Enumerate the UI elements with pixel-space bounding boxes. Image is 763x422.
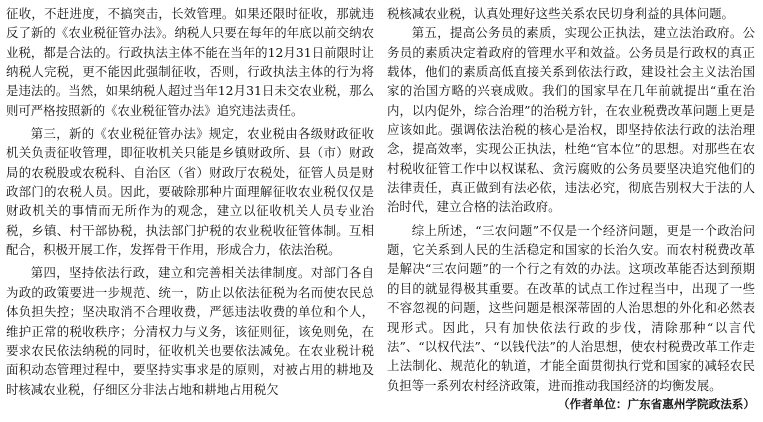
paragraph: 第五，提高公务员的素质，实现公正执法，建立法治政府。公务员的素质决定着政府的管理水平和效益。公务员是行政权的真正载体，他们的素质高低直接关系到依法行政，建设社会主义法治国家的治国方略的兴衰成败。我们的国家早在几年前就提出“重在治内，以内促外，综合治理”的治税方针，在农业税费改革问题上更是应该如此。强调依法治税的核心是治权，即坚持依法行政的法治理念，提高效率，实现公正执法，杜绝“官本位”的思想。对那些在农村税收征管工作中以权谋私、贪污腐败的公务员要坚决追究他们的法律责任，真正做到有法必依，违法必究，彻底告别权大于法的人治时代，建立合格的法治政府。: [387, 25, 755, 215]
author-affiliation: （作者单位：广东省惠州学院政法系）: [557, 396, 755, 411]
left-column: [6, 4, 374, 422]
paragraph: 征收，不赶进度，不搞突击，长效管理。如果还限时征收，那就违反了新的《农业税征管办法》。纳税人只要在每年的年底以前交纳农业税，都是合法的。行政执法主体不能在当年的12月31日前限时让纳税人完税，更不能因此强制征收，否则，行政执法主体的行为将是违法的。当然，如果纳税人超过当年12月31日未交农业税，那么则可严格按照新的《农业税征管办法》追究违法责任。: [6, 6, 374, 118]
right-column: [387, 4, 755, 422]
paragraph: 第三，新的《农业税征管办法》规定，农业税由各级财政征收机关负责征收管理，即征收机关只能是乡镇财政所、县（市）财政局的农税股或农税科、自治区（省）财政厅农税处，征管人员是财政部门的农税人员。因此，要破除那种片面理解征收农业税仅仅是财政机关的事情而无所作为的观念，建立以征收机关人员专业治税，乡镇、村干部协税，执法部门护税的农业税收征管体制。互相配合，积极开展工作，发挥骨干作用，形成合力，依法治税。: [6, 126, 374, 258]
paragraph: 税核减农业税，认真处理好这些关系农民切身利益的具体问题。: [387, 6, 734, 21]
paragraph: 第四，坚持依法行政，建立和完善相关法律制度。对部门各自为政的政策要进一步规范、统一，防止以依法征税为名而使农民总体负担失控；坚决取消不合理收费，严惩违法收费的单位和个人，维护正常的税收秩序；分清权力与义务，该征则征，该免则免，在要求农民依法纳税的同时，征收机关也要依法减免。在农业税计税面积动态管理过程中，要坚持实事求是的原则，对被占用的耕地及时核减农业税，仔细区分非法占地和耕地占用税欠: [6, 265, 374, 397]
paragraph: 综上所述，“三农问题”不仅是一个经济问题，更是一个政治问题，它关系到人民的生活稳定和国家的长治久安。而农村税费改革是解决“三农问题”的一个行之有效的办法。这项改革能否达到预期的目的就显得极其重要。在改革的试点工作过程当中，出现了一些不容忽视的问题，这些问题是根深蒂固的人治思想的外化和必然表现形式。因此，只有加快依法行政的步伐，清除那种“以言代法”、“以权代法”、“以钱代法”的人治思想，使农村税费改革工作走上法制化、规范化的轨道，才能全面贯彻执行党和国家的减轻农民负担等一系列农村经济政策，进而推动我国经济的均衡发展。: [387, 222, 755, 393]
